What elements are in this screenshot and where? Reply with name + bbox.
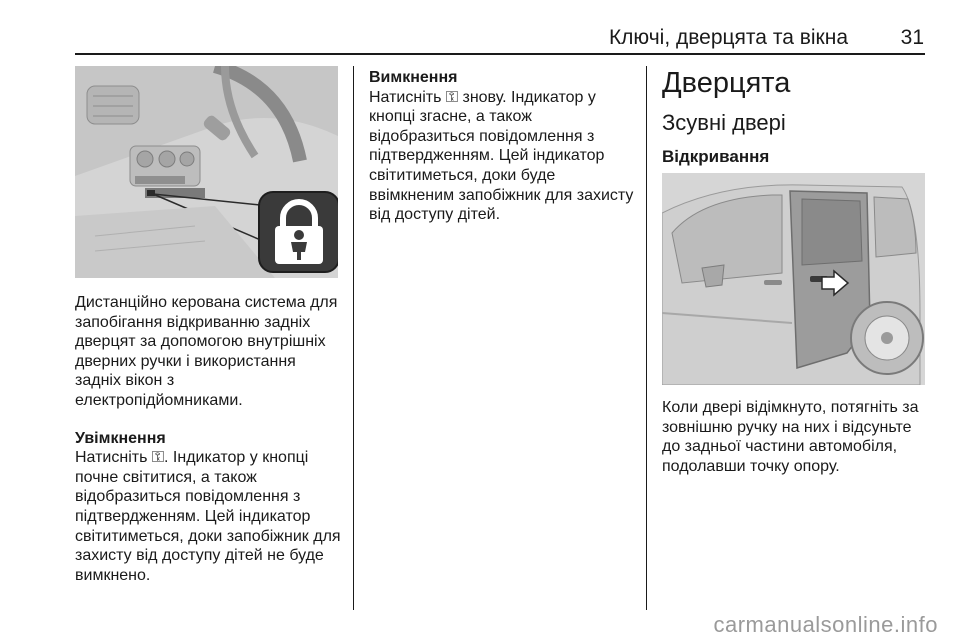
page-header-title: Ключі, дверцята та вікна: [608, 26, 848, 49]
child-lock-icon: [257, 190, 338, 274]
subsection-title: Зсувні двері: [662, 110, 786, 135]
middle-column: [369, 68, 634, 225]
left-column: [75, 293, 343, 585]
on-heading: Увімкнення: [75, 429, 166, 447]
right-column-headings: [662, 66, 927, 168]
section-title: Дверцята: [662, 67, 791, 99]
column-divider-left: [353, 66, 354, 610]
off-heading: Вимкнення: [369, 69, 458, 86]
on-text: Натисніть ⚿. Індикатор у кнопці почне світитися, а також відобразиться повідомлення з підтвердженням. Цей індикатор світитиметься, доки запобіжник для захисту від доступу дітей не буде вимкнено.: [75, 449, 341, 584]
column-divider-right: [646, 66, 647, 610]
sub-subsection-title: Відкривання: [662, 147, 770, 166]
watermark: carmanualsonline.info: [713, 612, 938, 637]
right-column-body: [662, 398, 927, 476]
page-number: 31: [900, 26, 924, 49]
off-text: Натисніть ⚿ знову. Індикатор у кнопці згасне, а також відобразиться повідомлення з підтвердженням. Цей індикатор світитиметься, доки буде ввімкненим запобіжник для захисту від доступу дітей.: [369, 88, 634, 224]
figure-caption: Дистанційно керована система для запобігання відкриванню задніх дверцят за допомогою внутрішніх дверних ручки і використання задніх вікон з електропідйомниками.: [75, 294, 338, 409]
sliding-door-illustration: [662, 173, 925, 385]
opening-instructions: Коли двері відімкнуто, потягніть за зовнішню ручку на них і відсуньте до задньої частини автомобіля, подолавши точку опору.: [662, 399, 919, 475]
van-drawing: [662, 173, 925, 385]
header-rule: [75, 53, 925, 55]
dashboard-child-lock-illustration: [75, 66, 338, 278]
